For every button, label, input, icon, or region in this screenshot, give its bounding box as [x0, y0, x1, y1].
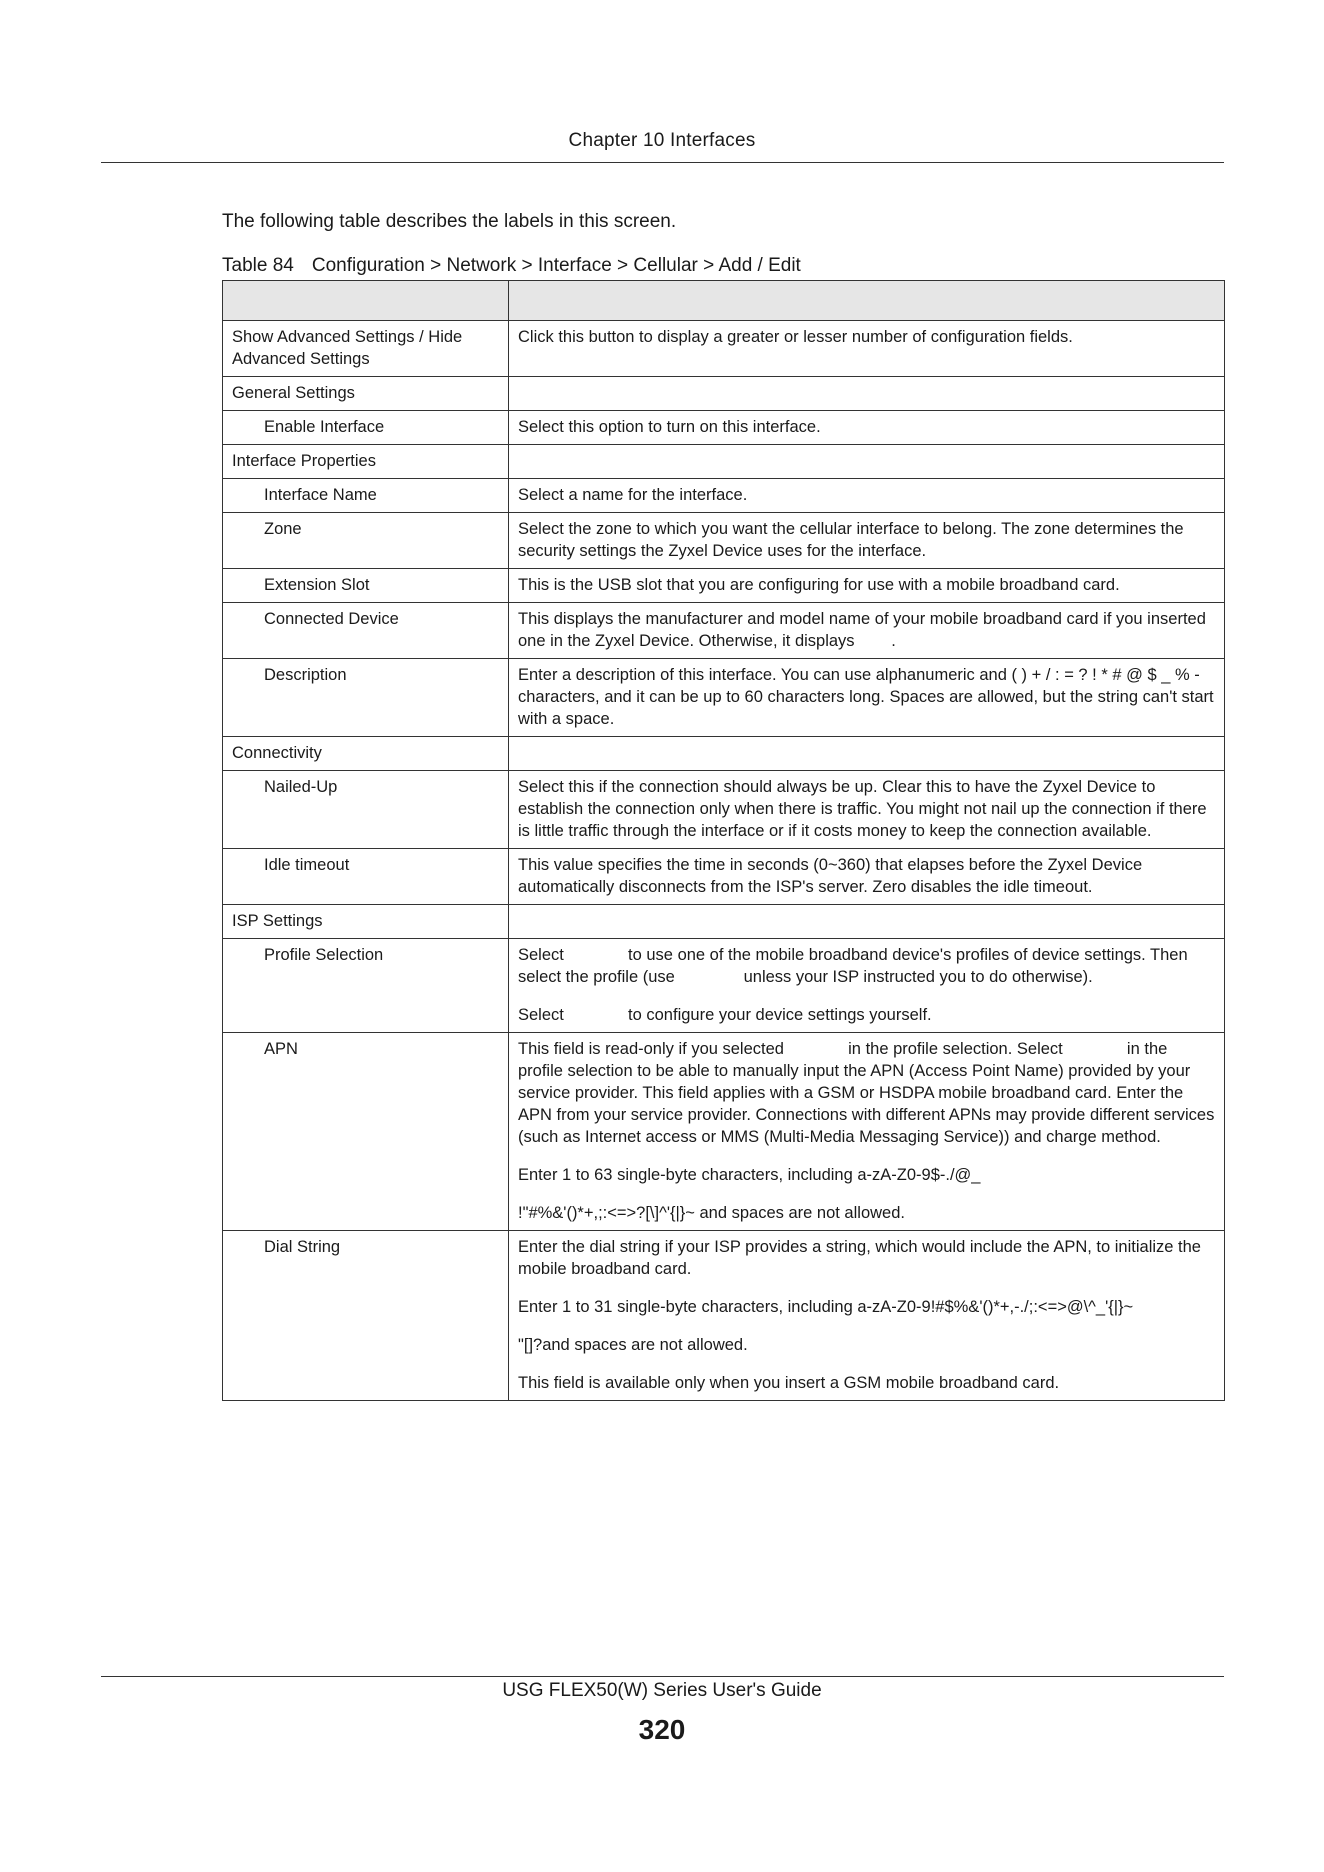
table-row: [223, 569, 1225, 603]
row-label: Enable Interface: [223, 411, 509, 445]
row-description: [509, 1231, 1225, 1401]
description-paragraph: Click this button to display a greater or lesser number of configuration fields.: [518, 328, 1073, 346]
row-label: APN: [223, 1033, 509, 1231]
table-row: [223, 1231, 1225, 1401]
table-header-row: [223, 281, 1225, 321]
row-label: Idle timeout: [223, 849, 509, 905]
row-label: Interface Name: [223, 479, 509, 513]
description-paragraph: Select this if the connection should always be up. Clear this to have the Zyxel Device to establish the connection only when there is traffic. You might not nail up the connection if there is little traffic through the interface or if it costs money to keep the connection available.: [518, 778, 1207, 840]
row-description: [509, 771, 1225, 849]
row-description: [509, 737, 1225, 771]
label-description-table: [222, 280, 1225, 1401]
section-label: General Settings: [223, 377, 509, 411]
description-paragraph: Enter 1 to 31 single-byte characters, including a-zA-Z0-9!#$%&'()*+,-./;:<=>@\^_'{|}~: [518, 1298, 1134, 1316]
table-row: [223, 849, 1225, 905]
description-paragraph: Select a name for the interface.: [518, 486, 748, 504]
row-label: Zone: [223, 513, 509, 569]
row-description: [509, 569, 1225, 603]
row-description: [509, 445, 1225, 479]
description-paragraph: Select the zone to which you want the cellular interface to belong. The zone determines the security settings the Zyxel Device uses for the interface.: [518, 520, 1184, 560]
table-row: [223, 377, 1225, 411]
description-paragraph: !"#%&'()*+,;:<=>?[\]^'{|}~ and spaces are not allowed.: [518, 1204, 905, 1222]
table-row: [223, 321, 1225, 377]
header-divider: [101, 162, 1224, 163]
chapter-header: Chapter 10 Interfaces: [568, 130, 756, 151]
row-label: Show Advanced Settings / Hide Advanced Settings: [223, 321, 509, 377]
section-label: ISP Settings: [223, 905, 509, 939]
row-description: [509, 411, 1225, 445]
row-description: [509, 479, 1225, 513]
description-paragraph: This value specifies the time in seconds (0~360) that elapses before the Zyxel Device automatically disconnects from the ISP's server. Zero disables the idle timeout.: [518, 856, 1143, 896]
table-title: Configuration > Network > Interface > Cellular > Add / Edit: [311, 255, 801, 276]
row-label: Connected Device: [223, 603, 509, 659]
description-paragraph: Enter 1 to 63 single-byte characters, including a-zA-Z0-9$-./@_: [518, 1166, 981, 1184]
description-paragraph: This displays the manufacturer and model name of your mobile broadband card if you inserted one in the Zyxel Device. Otherwise, it displays .: [518, 610, 1211, 650]
row-description: [509, 513, 1225, 569]
table-header-label: [223, 281, 509, 321]
row-description: [509, 939, 1225, 1033]
description-paragraph: This is the USB slot that you are configuring for use with a mobile broadband card.: [518, 576, 1120, 594]
table-row: [223, 905, 1225, 939]
table-row: [223, 1033, 1225, 1231]
page-number: 320: [638, 1714, 686, 1745]
row-label: Profile Selection: [223, 939, 509, 1033]
description-paragraph: Enter the dial string if your ISP provides a string, which would include the APN, to initialize the mobile broadband card.: [518, 1238, 1201, 1278]
description-paragraph: Enter a description of this interface. You can use alphanumeric and ( ) + / : = ? ! * # @ $ _ % - characters, and it can be up to 60 characters long. Spaces are allowed, but the string can't start with a space.: [518, 666, 1214, 728]
row-description: [509, 321, 1225, 377]
row-description: [509, 849, 1225, 905]
table-row: [223, 737, 1225, 771]
row-description: [509, 377, 1225, 411]
intro-text: The following table describes the labels in this screen.: [222, 211, 677, 232]
table-row: [223, 479, 1225, 513]
section-label: Interface Properties: [223, 445, 509, 479]
table-row: [223, 445, 1225, 479]
row-label: Extension Slot: [223, 569, 509, 603]
table-row: [223, 603, 1225, 659]
description-paragraph: Select to use one of the mobile broadband device's profiles of device settings. Then select the profile (use unless your ISP instructed you to do otherwise).: [518, 946, 1193, 986]
guide-title: USG FLEX50(W) Series User's Guide: [502, 1680, 822, 1701]
row-description: [509, 603, 1225, 659]
description-paragraph: "[]?and spaces are not allowed.: [518, 1336, 748, 1354]
table-number: Table 84: [222, 255, 294, 276]
table-row: [223, 771, 1225, 849]
row-description: [509, 659, 1225, 737]
table-row: [223, 939, 1225, 1033]
description-paragraph: This field is read-only if you selected in the profile selection. Select in the profile selection to be able to manually input the APN (Access Point Name) provided by your service provider. This field applies with a GSM or HSDPA mobile broadband card. Enter the APN from your service provider. Connections with different APNs may provide different services (such as Internet access or MMS (Multi-Media Messaging Service)) and charge method.: [518, 1040, 1219, 1146]
section-label: Connectivity: [223, 737, 509, 771]
table-row: [223, 411, 1225, 445]
row-description: [509, 1033, 1225, 1231]
footer-divider: [101, 1676, 1224, 1677]
description-paragraph: Select to configure your device settings yourself.: [518, 1006, 932, 1024]
row-label: Nailed-Up: [223, 771, 509, 849]
table-caption: [222, 255, 801, 277]
row-description: [509, 905, 1225, 939]
description-paragraph: This field is available only when you insert a GSM mobile broadband card.: [518, 1374, 1060, 1392]
table-row: [223, 659, 1225, 737]
table-header-description: [509, 281, 1225, 321]
table-row: [223, 513, 1225, 569]
description-paragraph: Select this option to turn on this interface.: [518, 418, 821, 436]
row-label: Description: [223, 659, 509, 737]
row-label: Dial String: [223, 1231, 509, 1401]
